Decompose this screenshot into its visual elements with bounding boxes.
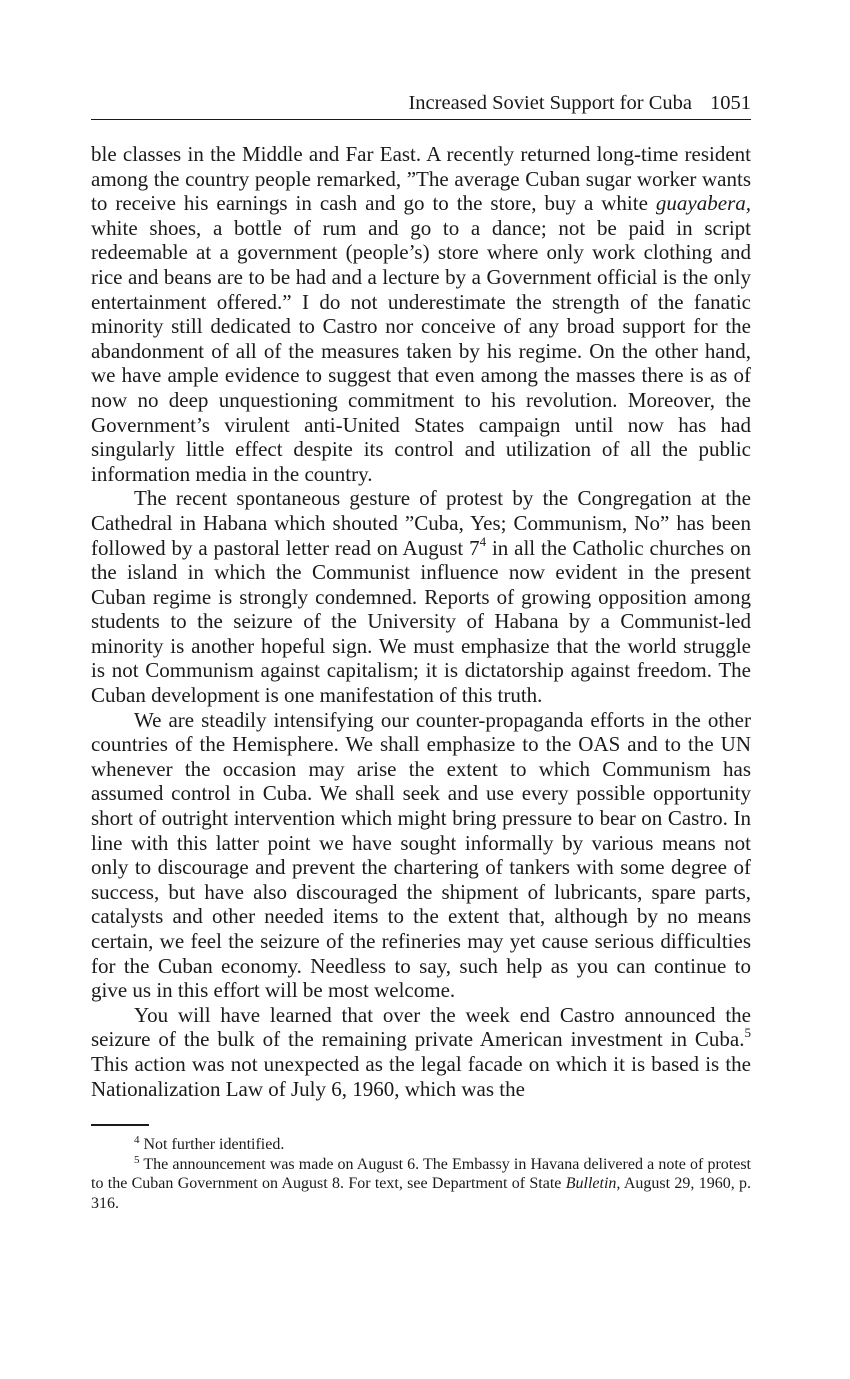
footnote-reference[interactable]: 4 [479,533,487,549]
paragraph-text: in all the Catholic churches on the island in which the Communist influence now evident in the present Cuban regime is strongly condemned. Reports of growing opposition among students to the seizure of the University of Habana by a Communist-led minority is another hopeful sign. We must emphasize that the world struggle is not Communism against capitalism; it is dictatorship against freedom. The Cuban development is one manifestation of this truth. [91,535,751,708]
footnote-marker: 5 [134,1153,140,1166]
footnote-text: August 29, 1960, p. 316. [91,1175,752,1212]
paragraph-4 [91,1003,751,1101]
footnote-reference[interactable]: 5 [744,1025,751,1041]
running-header [91,90,751,120]
paragraph-text: ble classes in the Middle and Far East. A recently returned long-time resident among the country people remarked, ”The average Cuban sugar worker wants to receive his earnings in cash and go to the store, buy a white [91,142,751,216]
paragraph-text: The recent spontaneous gesture of protest by the Congregation at the Cathedral in Habana which shouted ”Cuba, Yes; Communism, No” has been followed by a pastoral letter read on August 7 [91,486,751,560]
footnotes [91,1135,751,1213]
paragraph-text: You will have learned that over the week end Castro announced the seizure of the bulk of the remaining private American investment in Cuba. [91,1002,751,1052]
paragraph-1 [91,142,751,486]
body-text [91,142,751,1101]
italic-term: guayabera, [655,191,751,216]
running-title: Increased Soviet Support for Cuba [408,92,692,114]
footnote-5 [91,1155,751,1214]
paragraph-2 [91,486,751,707]
document-page [91,90,751,1213]
footnote-text: Not further identified. [143,1136,285,1154]
footnote-marker: 4 [134,1134,140,1147]
publication-title: Bulletin, [565,1175,621,1193]
paragraph-3: We are steadily intensifying our counter-propaganda efforts in the other countries of the Hemisphere. We shall emphasize to the OAS and to the UN whenever the occasion may arise the extent to which Communism has assumed control in Cuba. We shall seek and use every possible opportunity short of outright intervention which might bring pressure to bear on Castro. In line with this latter point we have sought informally by various means not only to discourage and prevent the chartering of tankers with some degree of success, but have also discouraged the shipment of lubricants, spare parts, catalysts and other needed items to the extent that, although by no means certain, we feel the seizure of the refineries may yet cause serious difficulties for the Cuban economy. Needless to say, such help as you can continue to give us in this effort will be most welcome. [91,707,751,1003]
footnote-divider [91,1124,149,1126]
paragraph-text: This action was not unexpected as the legal facade on which it is based is the Nationalization Law of July 6, 1960, which was the [91,1051,751,1101]
footnote-text: The announcement was made on August 6. The Embassy in Havana delivered a note of protest to the Cuban Government on August 8. For text, see Department of State [91,1155,751,1193]
footnote-4 [91,1135,751,1155]
paragraph-text: white shoes, a bottle of rum and go to a dance; not be paid in script redeemable at a government (people’s) store where only work clothing and rice and beans are to be had and a lecture by a Government official is the only entertainment offered.” I do not underestimate the strength of the fanatic minority still dedicated to Castro nor conceive of any broad support for the abandonment of all of the measures taken by his regime. On the other hand, we have ample evidence to suggest that even among the masses there is as of now no deep unquestioning commitment to his revolution. Moreover, the Government’s virulent anti-United States campaign until now has had singularly little effect despite its control and utilization of all the public information media in the country. [91,215,751,486]
page-number: 1051 [710,92,751,114]
